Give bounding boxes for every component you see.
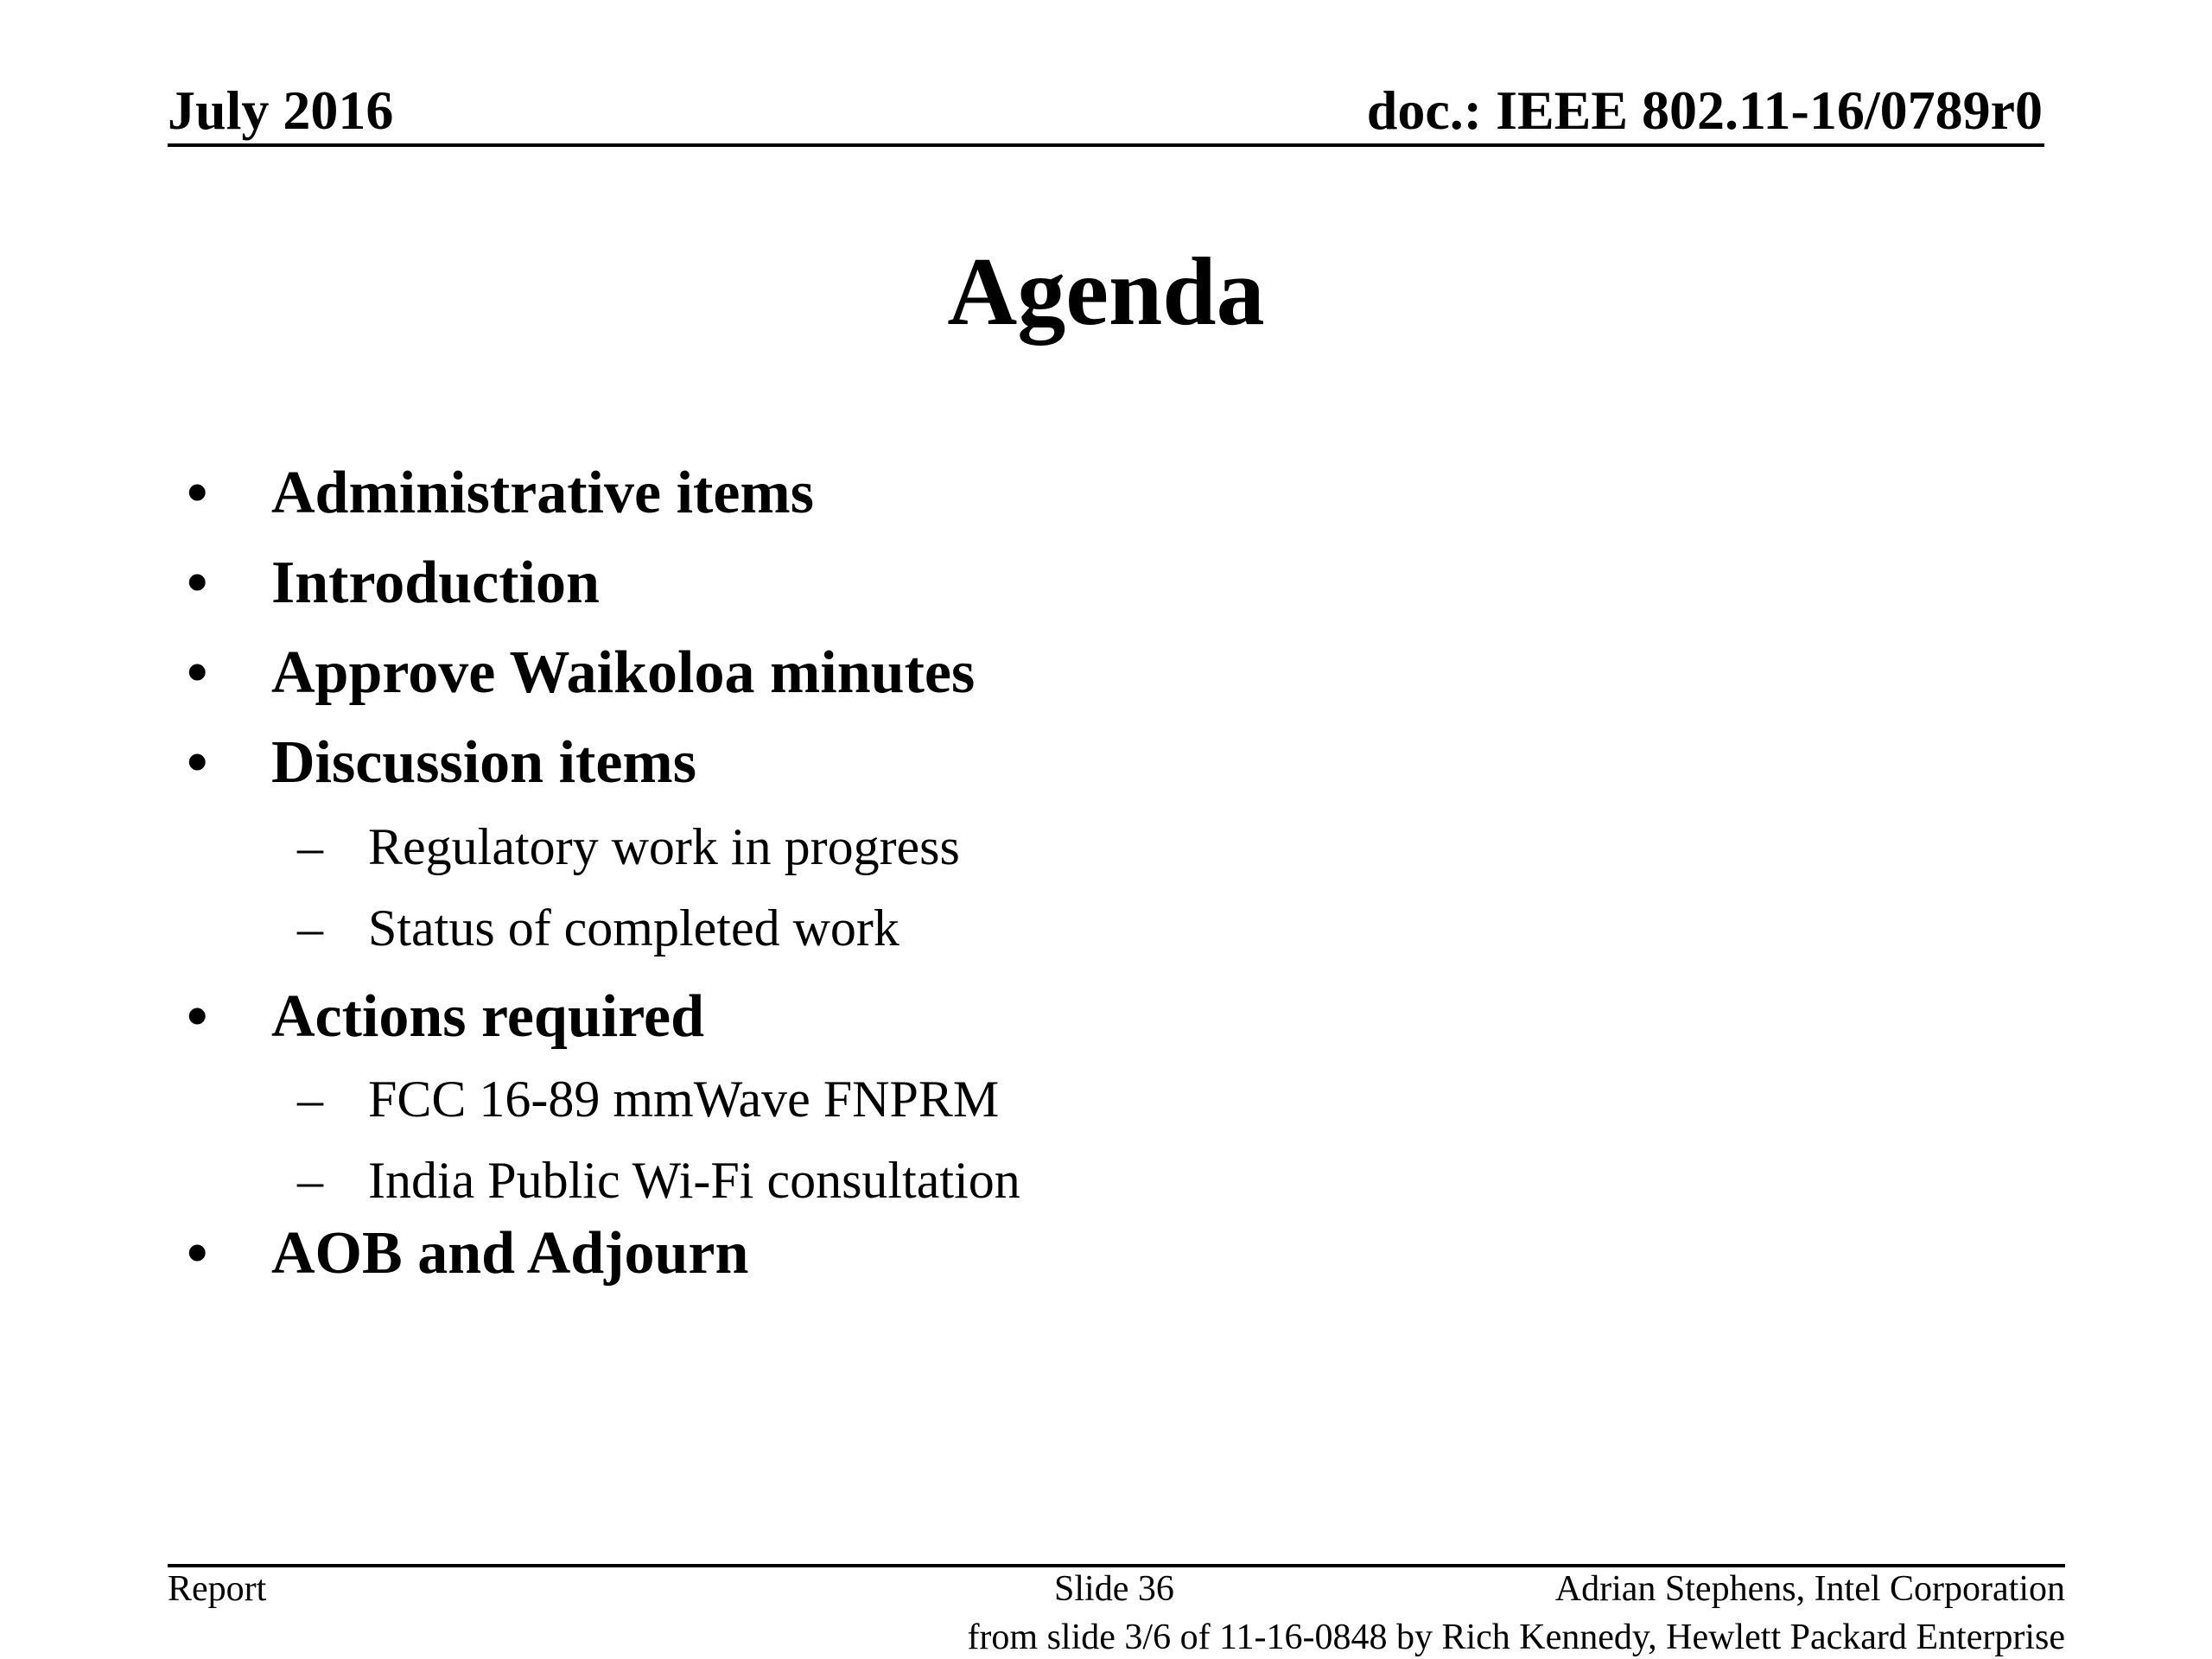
dash-marker: – xyxy=(297,899,323,957)
agenda-item-label: Status of completed work xyxy=(368,899,899,957)
agenda-item-label: India Public Wi-Fi consultation xyxy=(368,1152,1020,1209)
agenda-item-label: Administrative items xyxy=(271,460,814,526)
header-date: July 2016 xyxy=(168,79,394,141)
dash-marker: – xyxy=(297,1071,323,1128)
agenda-item-label: Discussion items xyxy=(271,729,696,796)
footer-slide-number: Slide 36 xyxy=(1054,1569,1174,1609)
dash-marker: – xyxy=(297,1152,323,1209)
footer-source-note: from slide 3/6 of 11-16-0848 by Rich Kennedy, Hewlett Packard Enterprise xyxy=(967,1618,2065,1657)
bullet-marker: • xyxy=(187,460,208,526)
bullet-marker: • xyxy=(187,550,208,616)
footer-divider xyxy=(168,1564,2065,1567)
slide-title: Agenda xyxy=(947,238,1265,346)
footer-report: Report xyxy=(168,1569,267,1609)
agenda-item-label: AOB and Adjourn xyxy=(271,1220,749,1287)
bullet-marker: • xyxy=(187,729,208,796)
footer-author: Adrian Stephens, Intel Corporation xyxy=(1554,1569,2065,1609)
agenda-item-label: Approve Waikoloa minutes xyxy=(271,639,976,706)
bullet-marker: • xyxy=(187,1220,208,1287)
agenda-item-label: FCC 16-89 mmWave FNPRM xyxy=(368,1071,1000,1128)
agenda-item-label: Actions required xyxy=(271,983,705,1050)
agenda-item-label: Introduction xyxy=(271,550,600,616)
header-doc-id: doc.: IEEE 802.11-16/0789r0 xyxy=(1366,79,2043,141)
agenda-item-label: Regulatory work in progress xyxy=(368,818,960,875)
bullet-marker: • xyxy=(187,639,208,706)
dash-marker: – xyxy=(297,818,323,875)
bullet-marker: • xyxy=(187,983,208,1050)
